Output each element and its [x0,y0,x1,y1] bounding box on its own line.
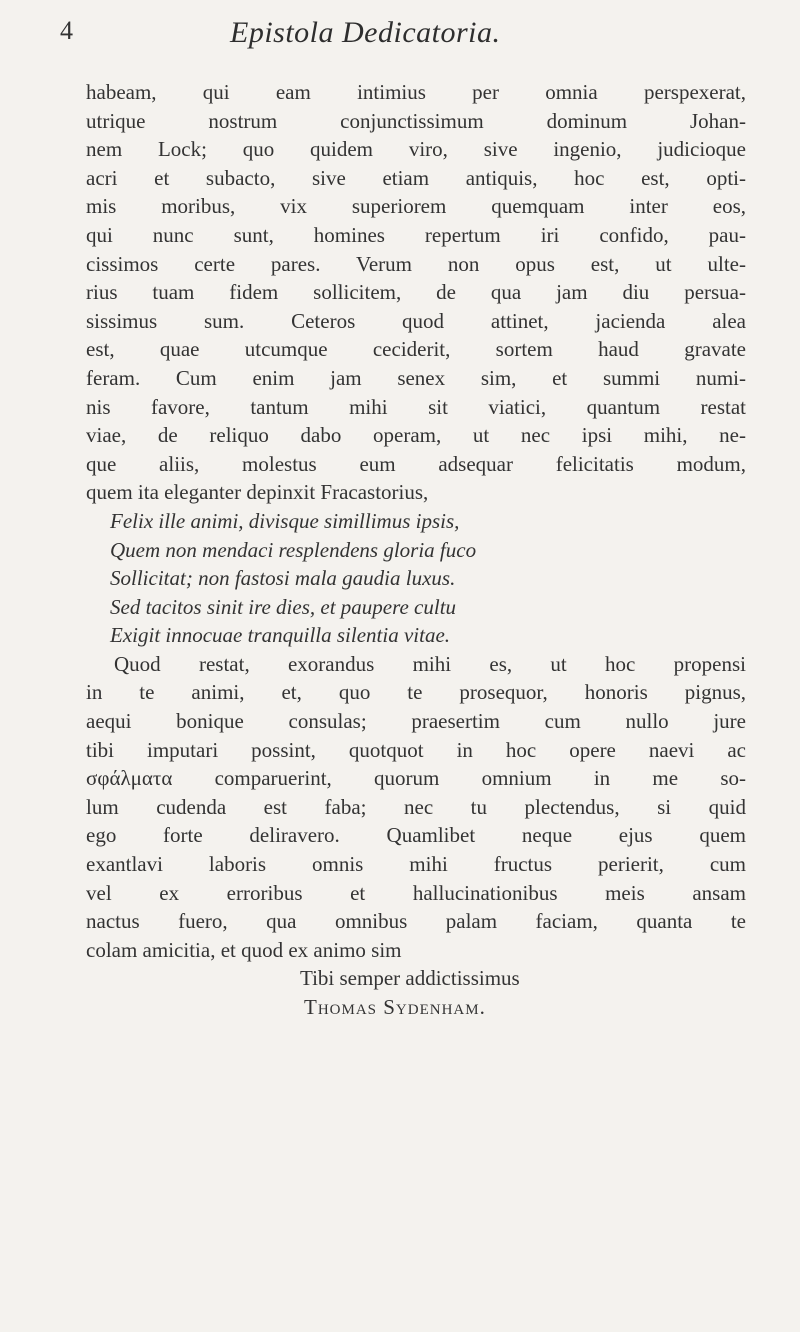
closing-line: Quod restat, exorandus mihi es, ut hoc propensi [114,651,746,676]
prose-line: feram. Cum enim jam senex sim, et summi numi- [86,365,746,390]
running-head: Epistola Dedicatoria. [230,16,501,49]
verse-line: Sed tacitos sinit ire dies, et paupere cultu [110,594,457,619]
prose-line: utrique nostrum conjunctissimum dominum Johan- [86,108,746,133]
closing-line: aequi bonique consulas; praesertim cum nullo jure [86,709,746,734]
prose-line: sissimus sum. Ceteros quod attinet, jacienda alea [86,308,746,333]
prose-line: acri et subacto, sive etiam antiquis, hoc est, opti- [86,165,746,190]
prose-line: cissimos certe pares. Verum non opus est, ut ulte- [86,251,746,276]
prose-line: que aliis, molestus eum adsequar felicitatis modum, [86,451,746,476]
prose-line: nis favore, tantum mihi sit viatici, quantum restat [86,394,746,419]
letter-body [86,78,746,1022]
prose-line: habeam, qui eam intimius per omnia perspexerat, [86,80,746,104]
page-number: 4 [60,16,73,45]
verse-line: Quem non mendaci resplendens gloria fuco [110,537,477,562]
prose-line: nem Lock; quo quidem viro, sive ingenio, judicioque [86,137,746,162]
verse-line: Exigit innocuae tranquilla silentia vitae. [110,623,451,648]
prose-line: quem ita eleganter depinxit Fracastorius, [86,480,429,505]
prose-line: qui nunc sunt, homines repertum iri confido, pau- [86,222,746,247]
signature: Thomas Sydenham. [304,995,486,1019]
verse-line: Sollicitat; non fastosi mala gaudia luxus. [110,566,456,591]
prose-line: est, quae utcumque ceciderit, sortem haud gravate [86,337,746,362]
closing-line: in te animi, et, quo te prosequor, honoris pignus, [86,680,746,705]
closing-line: exantlavi laboris omnis mihi fructus perierit, cum [86,852,746,877]
prose-line: rius tuam fidem sollicitem, de qua jam diu persua- [86,280,746,305]
closing-line: vel ex erroribus et hallucinationibus meis ansam [86,880,746,905]
closing-line: σφάλματα comparuerint, quorum omnium in me so- [86,766,746,791]
closing-line: colam amicitia, et quod ex animo sim [86,937,402,962]
valediction: Tibi semper addictissimus [300,966,520,991]
prose-line: mis moribus, vix superiorem quemquam inter eos, [86,194,746,219]
closing-line: lum cudenda est faba; nec tu plectendus, si quid [86,794,746,819]
prose-line: viae, de reliquo dabo operam, ut nec ipsi mihi, ne- [86,423,746,448]
verse-line: Felix ille animi, divisque simillimus ipsis, [110,508,460,533]
closing-line: ego forte deliravero. Quamlibet neque ejus quem [86,823,746,848]
closing-line: nactus fuero, qua omnibus palam faciam, quanta te [86,909,746,934]
closing-line: tibi imputari possint, quotquot in hoc opere naevi ac [86,737,746,762]
